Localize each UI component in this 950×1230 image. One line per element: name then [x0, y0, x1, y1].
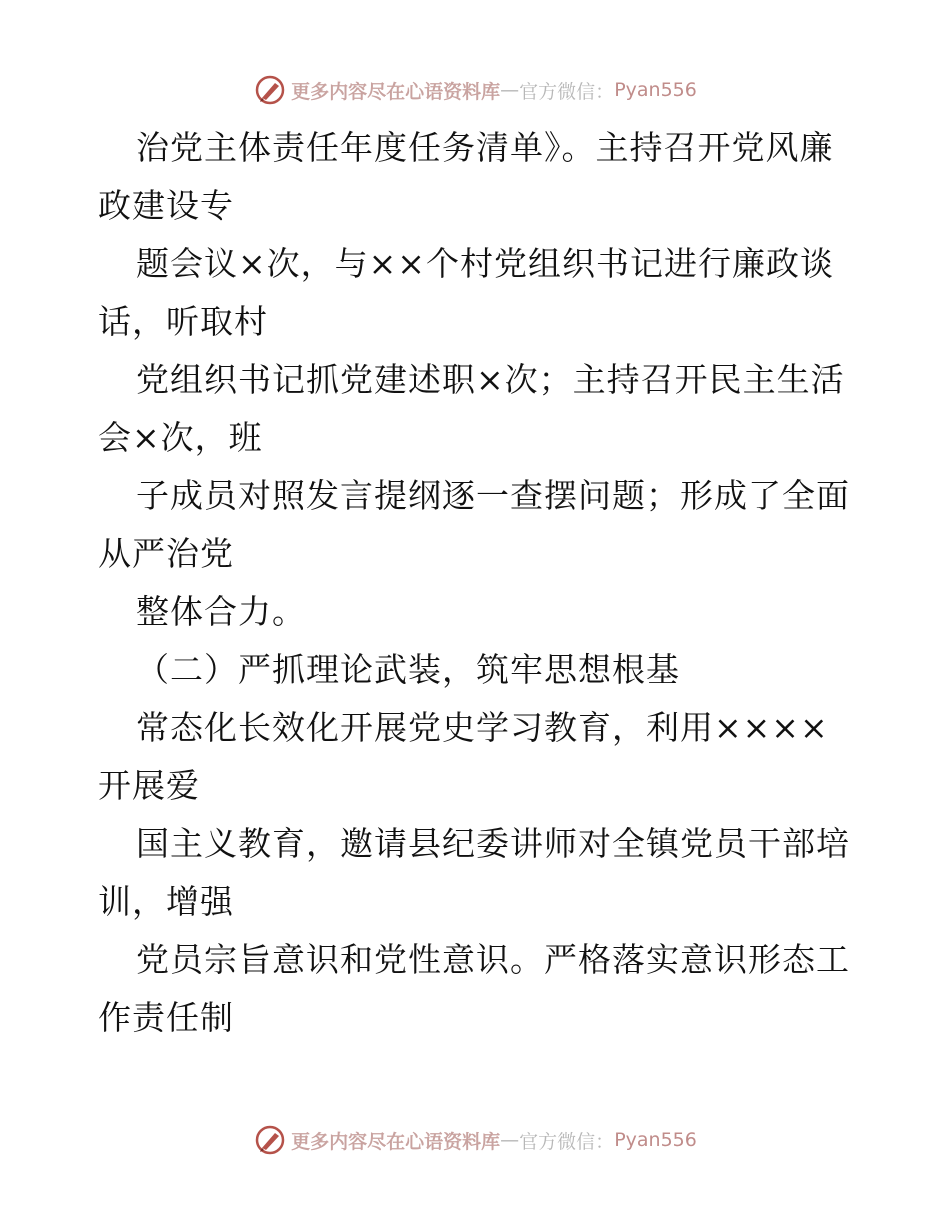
- footer-watermark: [0, 1120, 950, 1160]
- pen-logo-icon: [253, 1123, 287, 1157]
- text-line: 作责任制: [98, 998, 234, 1037]
- text-line: 从严治党: [98, 534, 234, 573]
- text-line: 训，增强: [98, 882, 234, 921]
- header-watermark: [0, 70, 950, 110]
- watermark-id: Pyan556: [614, 79, 697, 101]
- text-line: 治党主体责任年度任务清单》。主持召开党风廉: [136, 128, 834, 167]
- text-line: 会×次，班: [98, 418, 263, 457]
- watermark-main-text: 更多内容尽在心语资料库: [291, 1130, 501, 1153]
- text-line: 开展爱: [98, 766, 200, 805]
- text-line: 题会议×次，与××个村党组织书记进行廉政谈: [136, 244, 834, 283]
- watermark-label: 官方微信：: [519, 80, 615, 103]
- watermark-id: Pyan556: [614, 1129, 697, 1151]
- watermark-main-text: 更多内容尽在心语资料库: [291, 80, 501, 103]
- pen-logo-icon: [253, 73, 287, 107]
- text-line: 子成员对照发言提纲逐一查摆问题；形成了全面: [136, 476, 850, 515]
- text-line: 整体合力。: [136, 592, 306, 631]
- text-line: 政建设专: [98, 186, 234, 225]
- watermark-dash: —: [500, 1129, 520, 1151]
- watermark-label: 官方微信：: [519, 1130, 615, 1153]
- text-line: 国主义教育，邀请县纪委讲师对全镇党员干部培: [136, 824, 850, 863]
- text-line: 党组织书记抓党建述职×次；主持召开民主生活: [136, 360, 845, 399]
- watermark-dash: —: [500, 79, 520, 101]
- text-line: 话，听取村: [98, 302, 268, 341]
- text-line: 常态化长效化开展党史学习教育，利用××××: [136, 708, 829, 747]
- text-line: 党员宗旨意识和党性意识。严格落实意识形态工: [136, 940, 850, 979]
- section-heading: （二）严抓理论武装，筑牢思想根基: [136, 650, 680, 689]
